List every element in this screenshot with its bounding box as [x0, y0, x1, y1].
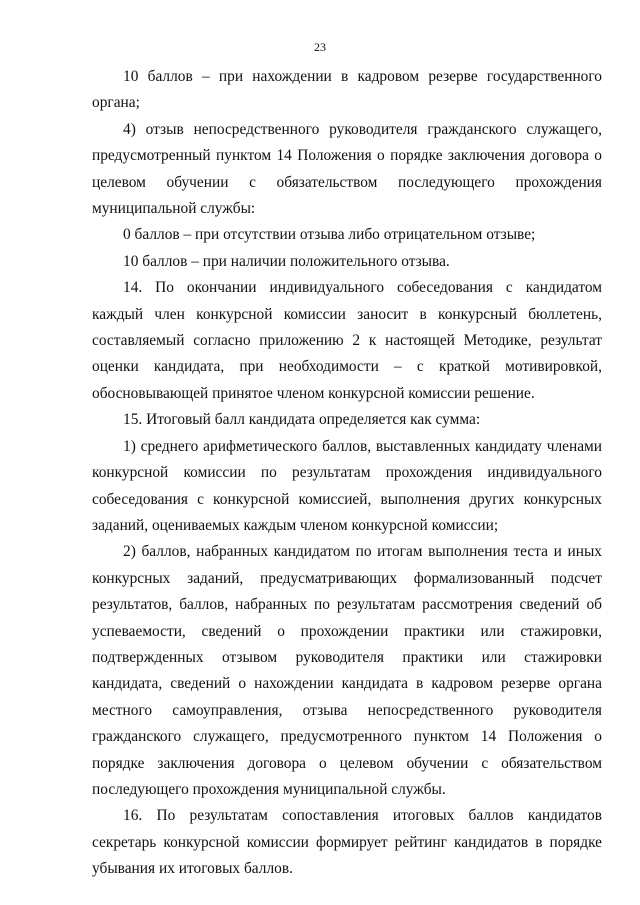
- paragraph-score-no-review: 0 баллов – при отсутствии отзыва либо отрицательном отзыве;: [123, 226, 536, 244]
- paragraph-score-positive-review: 10 баллов – при наличии положительного отзыва.: [123, 252, 450, 270]
- page-number: 23: [314, 40, 326, 54]
- paragraph-score-reserve-state-body: 10 баллов – при нахождении в кадровом резерве государственного органа;: [92, 68, 602, 112]
- paragraph-item-16: 16. По результатам сопоставления итоговых баллов кандидатов секретарь конкурсной комиссии формирует рейтинг кандидатов в порядке убывания их итоговых баллов.: [92, 807, 602, 878]
- paragraph-supervisor-review: 4) отзыв непосредственного руководителя гражданского служащего, предусмотренный пунктом 14 Положения о порядке заключения договора о целевом обучении с обязательством последующего прохождения муниципальной службы:: [92, 120, 602, 218]
- document-body: [92, 64, 602, 883]
- paragraph-item-15-2: 2) баллов, набранных кандидатом по итогам выполнения теста и иных конкурсных заданий, предусматривающих формализованный подсчет результатов, баллов, набранных по результатам рассмотрения сведений об успеваемости, сведений о прохождении практики или стажировки, подтвержденных отзывом руководителя практики или стажировки кандидата, сведений о нахождении кандидата в кадровом резерве органа местного самоуправления, отзыва непосредственного руководителя гражданского служащего, предусмотренного пунктом 14 Положения о порядке заключения договора о целевом обучении с обязательством последующего прохождения муниципальной службы.: [92, 543, 602, 798]
- paragraph-item-15-1: 1) среднего арифметического баллов, выставленных кандидату членами конкурсной комиссии по результатам прохождения индивидуального собеседования с конкурсной комиссией, выполнения других конкурсных заданий, оцениваемых каждым членом конкурсной комиссии;: [92, 437, 602, 534]
- paragraph-item-15: 15. Итоговый балл кандидата определяется как сумма:: [123, 411, 481, 429]
- paragraph-item-14: 14. По окончании индивидуального собеседования с кандидатом каждый член конкурсной комиссии заносит в конкурсный бюллетень, составляемый согласно приложению 2 к настоящей Методике, результат оценки кандидата, при необходимости – с краткой мотивировкой, обосновывающей принятое членом конкурсной комиссии решение.: [92, 279, 602, 402]
